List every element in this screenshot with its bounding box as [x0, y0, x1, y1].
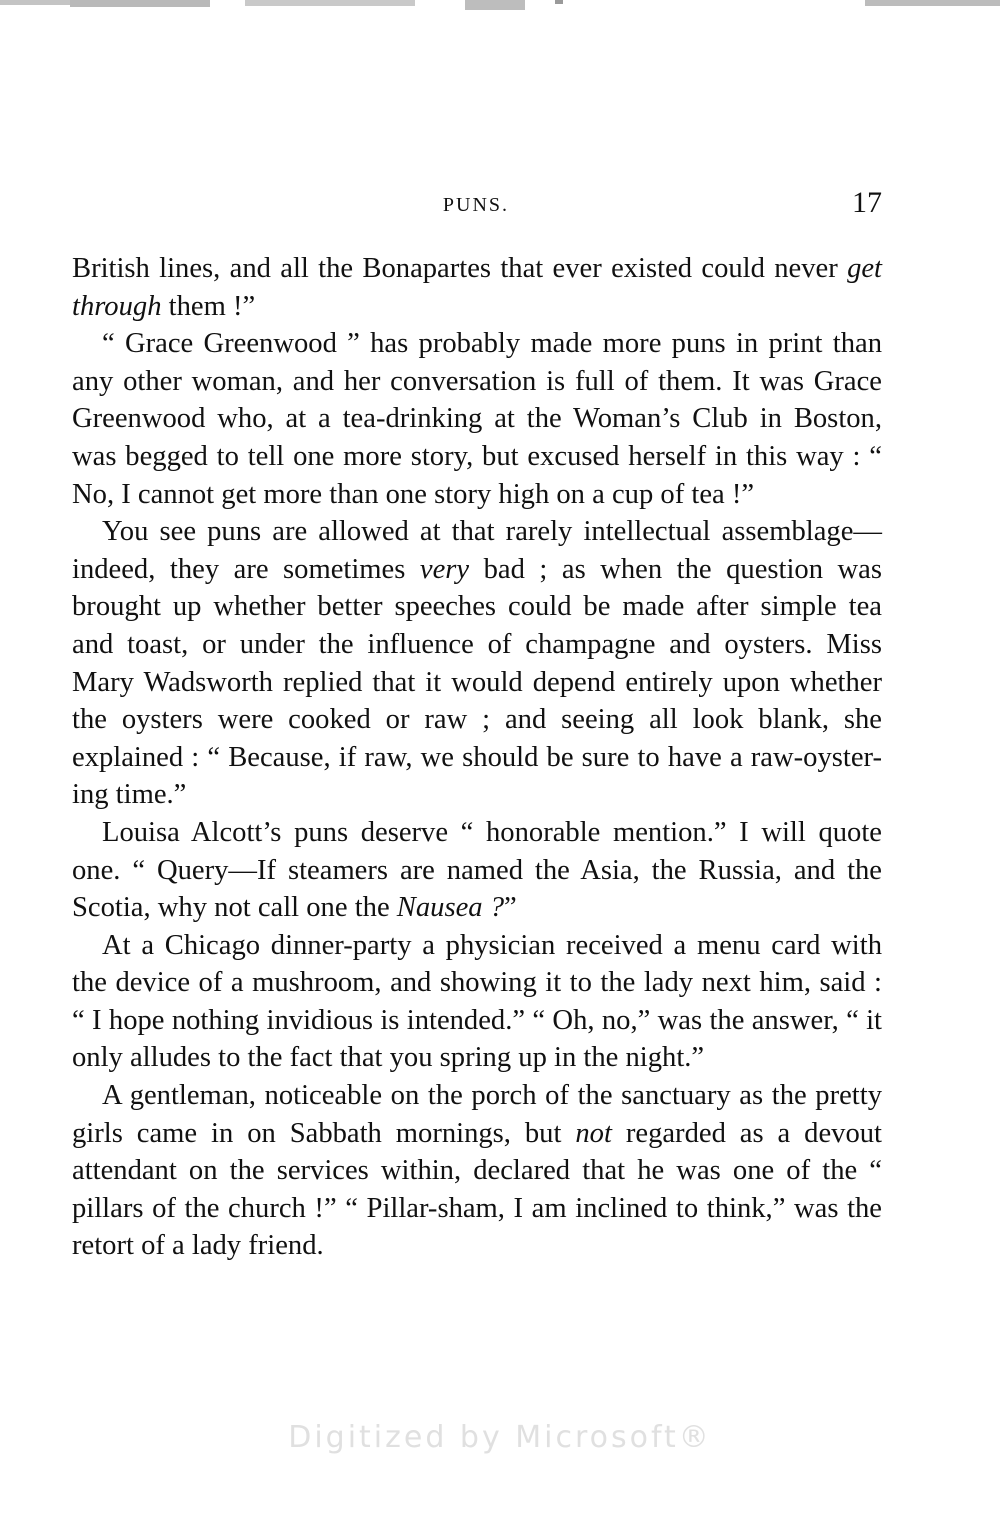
text-segment: A gentleman, noticeable on the porch of the sanctuary as the pretty girls came in on Sabbath mornings, but [72, 1080, 882, 1149]
italic-text: Nausea ? [396, 892, 505, 924]
page-header [70, 186, 882, 226]
text-segment: British lines, and all the Bonapartes that ever existed could never [72, 253, 848, 284]
digitized-watermark: Digitized by Microsoft® [288, 1420, 712, 1455]
text-segment: At a Chicago dinner-party a physician received a menu card with the device of a mushroom, and showing it to the lady next him, said : “ I hope nothing invidious is intended.” “ Oh, no,” was the answer, “ it only alludes to the fact that you spring up in the night.” [72, 929, 882, 1074]
italic-text: not [575, 1117, 612, 1149]
text-segment: them !” [161, 290, 256, 322]
text-segment: “ Grace Greenwood ” has probably made more puns in print than any other woman, and her conversation is full of them. It was Grace Greenwood who, at a tea-drinking at the Woman’s Club in Boston, was begged to tell one more story, but excused herself in this way : “ No, I cannot get more than one story high on a cup of tea !” [72, 328, 882, 510]
scan-edge-smudge [0, 0, 1000, 14]
text-segment: ” [504, 892, 517, 924]
body-text [72, 250, 882, 1265]
text-segment: Louisa Alcott’s puns deserve “ honorable mention.” I will quote one. “ Query—If steamers are named the Asia, the Russia, and the Scotia, why not call one the [72, 816, 882, 924]
paragraph [72, 1077, 882, 1265]
paragraph [72, 513, 882, 814]
italic-text: very [419, 553, 470, 585]
text-segment: bad ; as when the question was brought up whether better speeches could be made after simple tea and toast, or under the influence of champagne and oysters. Miss Mary Wadsworth replied that it would depend entirely upon whether the oysters were cooked or raw ; and seeing all look blank, she explained : “ Because, if raw, we should be sure to have a raw-oyster-ing time.” [72, 553, 882, 811]
page-number: 17 [852, 186, 882, 219]
paragraph [72, 325, 882, 513]
text-segment: regarded as a devout attendant on the services within, declared that he was one of the “ pillars of the church !” “ Pillar-sham, I am inclined to think,” was the retort of a lady friend. [72, 1117, 883, 1262]
text-segment: You see puns are allowed at that rarely intellectual assemblage—indeed, they are sometimes [72, 516, 882, 585]
paragraph [72, 927, 882, 1077]
italic-text: get through [72, 253, 882, 322]
running-head: PUNS. [442, 194, 510, 216]
paragraph [72, 814, 882, 927]
paragraph [72, 250, 882, 325]
